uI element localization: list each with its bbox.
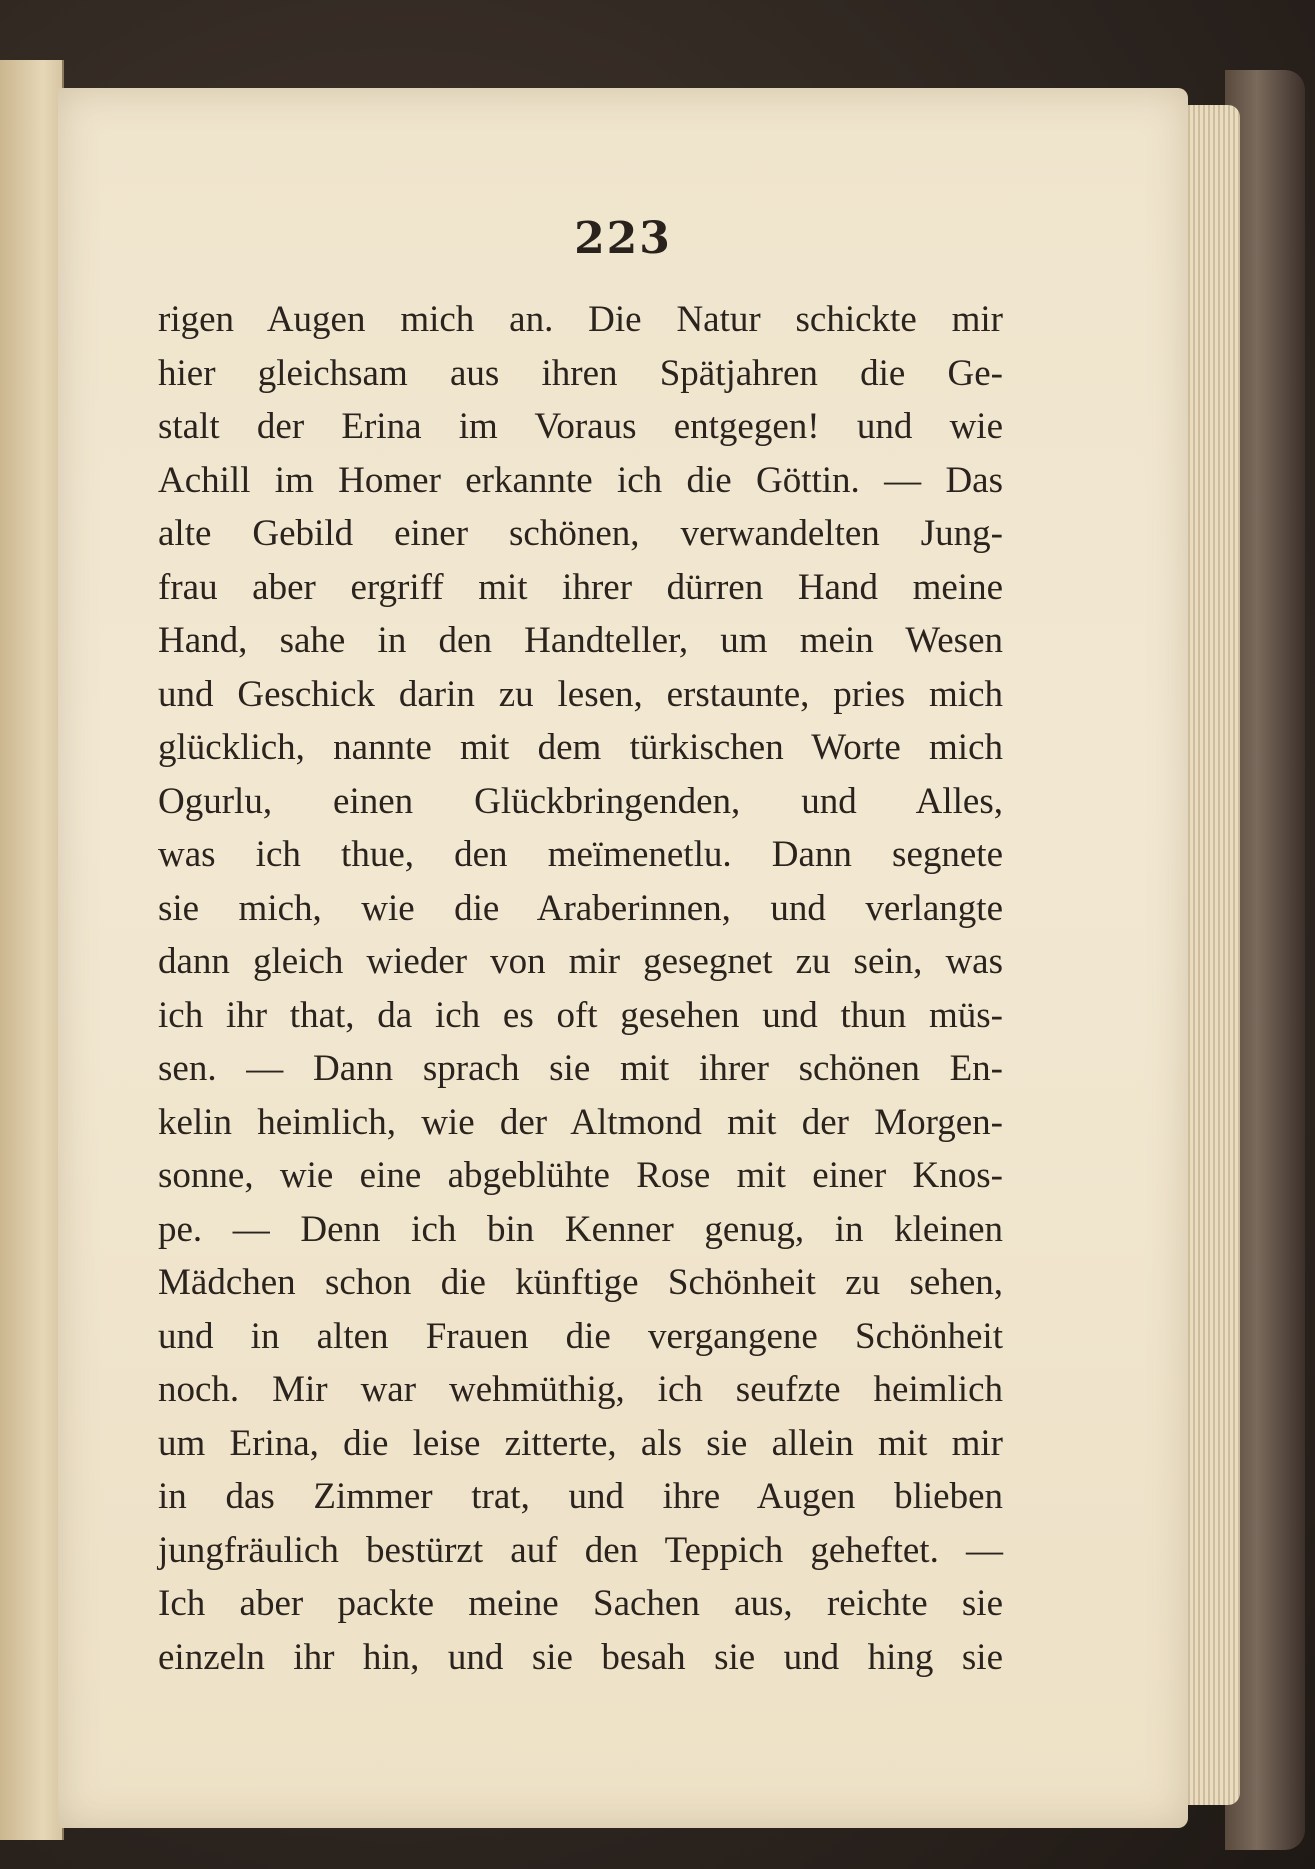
text-line: frau aber ergriff mit ihrer dürren Hand meine <box>158 566 1003 608</box>
text-line: Hand, sahe in den Handteller, um mein Wesen <box>158 620 1003 661</box>
text-line: einzeln ihr hin, und sie besah sie und hing sie <box>158 1636 1003 1678</box>
text-line: noch. Mir war wehmüthig, ich seufzte heimlich <box>158 1369 1003 1410</box>
text-line: dann gleich wieder von mir gesegnet zu sein, was <box>158 941 1003 982</box>
text-line: rigen Augen mich an. Die Natur schickte mir <box>158 299 1003 340</box>
text-line: um Erina, die leise zitterte, als sie allein mit mir <box>158 1422 1003 1464</box>
page-stack-edges <box>1180 105 1240 1805</box>
text-line: sen. — Dann sprach sie mit ihrer schönen En- <box>158 1048 1003 1089</box>
text-line: und Geschick darin zu lesen, erstaunte, pries mich <box>158 673 1003 715</box>
text-line: sie mich, wie die Araberinnen, und verlangte <box>158 887 1003 929</box>
text-line: in das Zimmer trat, und ihre Augen blieben <box>158 1476 1003 1517</box>
text-line: Mädchen schon die künftige Schönheit zu sehen, <box>158 1262 1003 1303</box>
text-line: hier gleichsam aus ihren Spätjahren die Ge- <box>158 352 1003 394</box>
body-text <box>158 293 1003 1684</box>
text-line: Ich aber packte meine Sachen aus, reichte sie <box>158 1583 1003 1624</box>
text-line: alte Gebild einer schönen, verwandelten Jung- <box>158 513 1003 554</box>
text-line: ich ihr that, da ich es oft gesehen und thun müs- <box>158 994 1003 1036</box>
text-line: stalt der Erina im Voraus entgegen! und wie <box>158 406 1003 447</box>
text-line: jungfräulich bestürzt auf den Teppich geheftet. — <box>158 1529 1003 1571</box>
book-page <box>58 88 1188 1828</box>
page-number: 223 <box>574 213 672 264</box>
text-line: pe. — Denn ich bin Kenner genug, in kleinen <box>158 1208 1003 1250</box>
text-line: kelin heimlich, wie der Altmond mit der Morgen- <box>158 1101 1003 1143</box>
text-line: sonne, wie eine abgeblühte Rose mit einer Knos- <box>158 1155 1003 1196</box>
text-line: was ich thue, den meïmenetlu. Dann segnete <box>158 834 1003 875</box>
previous-page-edge <box>0 60 64 1840</box>
text-line: Achill im Homer erkannte ich die Göttin. — Das <box>158 459 1003 501</box>
text-line: Ogurlu, einen Glückbringenden, und Alles, <box>158 780 1003 822</box>
text-line: und in alten Frauen die vergangene Schönheit <box>158 1315 1003 1357</box>
text-line: glücklich, nannte mit dem türkischen Worte mich <box>158 727 1003 768</box>
